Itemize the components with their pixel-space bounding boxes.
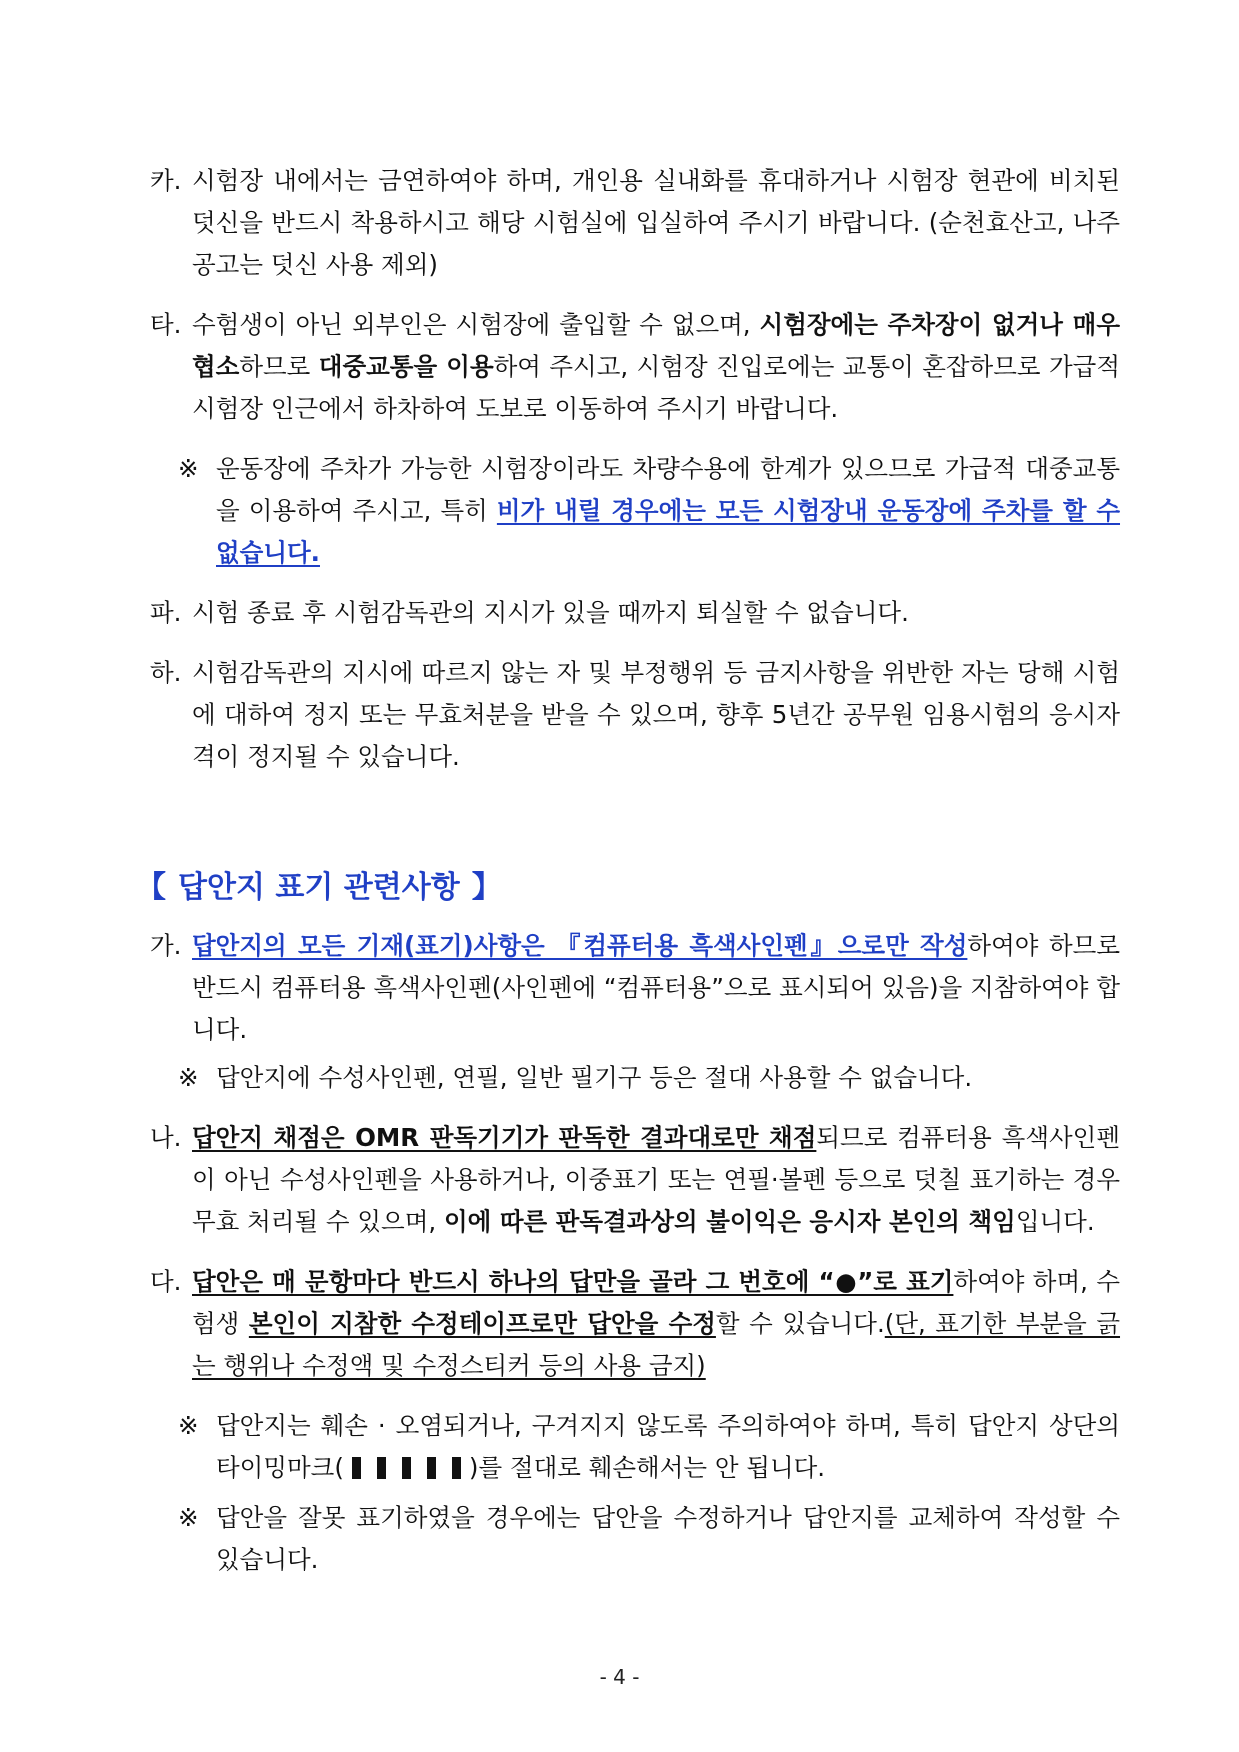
note-marker: ※ — [178, 1063, 199, 1092]
timing-mark-icon — [452, 1457, 461, 1479]
heading-title: 답안지 표기 관련사항 — [178, 870, 460, 905]
rule-text — [192, 925, 1120, 1051]
timing-mark-icon — [427, 1457, 436, 1479]
text-run: 하므로 — [239, 352, 319, 381]
marker: 나. — [150, 1123, 182, 1152]
underline-run: 답안은 매 문항마다 반드시 하나의 답만을 골라 그 번호에 “●”로 표기 — [192, 1267, 954, 1296]
page-number: - 4 - — [599, 1665, 640, 1689]
text-run: 할 수 있습니다. — [715, 1309, 885, 1338]
underline-run: 답안지 채점은 OMR 판독기기가 판독한 결과대로만 채점 — [192, 1123, 817, 1152]
marker: 하. — [150, 658, 182, 687]
timing-mark-icons — [344, 1453, 469, 1482]
rule-da — [150, 1261, 1120, 1387]
section-heading — [130, 862, 508, 906]
note-correction — [178, 1497, 1120, 1581]
note-text — [216, 1405, 1120, 1489]
timing-mark-icon — [402, 1457, 411, 1479]
highlight-run: 비가 내릴 경우에는 모든 시험장내 운동장에 주차를 할 수 없습니다. — [216, 496, 1121, 567]
rule-ga — [150, 925, 1120, 1051]
bold-run: 대중교통을 이용 — [318, 352, 494, 381]
rule-text — [192, 304, 1120, 430]
text-run: 입니다. — [1015, 1207, 1095, 1236]
rule-ka — [150, 160, 1120, 286]
text-run: 수험생이 아닌 외부인은 시험장에 출입할 수 없으며, — [192, 310, 760, 339]
text-run: 되므로 컴퓨터용 흑색사인펜이 아닌 수성사인펜을 사용하거나, 이중표기 또는 연필·볼펜 등으로 덧칠 표기하는 경우 무효 처리될 수 있으며, — [192, 1123, 1120, 1236]
bold-run: 시험장에는 주차장이 없거나 매우 협소 — [192, 310, 1120, 381]
note-marker: ※ — [178, 1411, 199, 1440]
marker: 가. — [150, 931, 182, 960]
rule-na — [150, 1117, 1120, 1243]
bracket-open: 【 — [136, 870, 166, 905]
rule-ta — [150, 304, 1120, 430]
note-text — [216, 448, 1120, 574]
underline-run: (단, 표기한 부분을 긁는 행위나 수정액 및 수정스티커 등의 사용 금지) — [192, 1309, 1121, 1380]
marker: 파. — [150, 598, 182, 627]
note-marker: ※ — [178, 1503, 199, 1532]
marker: 카. — [150, 166, 182, 195]
note-pens — [178, 1057, 1120, 1099]
text-run: 답안지는 훼손 · 오염되거나, 구겨지지 않도록 주의하여야 하며, 특히 답안지 상단의 타이밍마크( — [216, 1411, 1120, 1482]
note-text: 답안을 잘못 표기하였을 경우에는 답안을 수정하거나 답안지를 교체하여 작성할 수 있습니다. — [216, 1503, 1120, 1574]
rule-text: 시험감독관의 지시에 따르지 않는 자 및 부정행위 등 금지사항을 위반한 자는 당해 시험에 대하여 정지 또는 무효처분을 받을 수 있으며, 향후 5년간 공무원 임용시험의 응시자격이 정지될 수 있습니다. — [192, 658, 1120, 771]
text-run: 하여야 하며, 수험생 — [192, 1267, 1120, 1338]
highlight-run: 답안지의 모든 기재(표기)사항은 『컴퓨터용 흑색사인펜』으로만 작성 — [192, 931, 968, 960]
note-parking — [178, 448, 1120, 574]
marker: 다. — [150, 1267, 182, 1296]
underline-run: 본인이 지참한 수정테이프로만 답안을 수정 — [248, 1309, 716, 1338]
timing-mark-icon — [352, 1457, 361, 1479]
note-marker: ※ — [178, 454, 199, 483]
rule-text: 시험장 내에서는 금연하여야 하며, 개인용 실내화를 휴대하거나 시험장 현관에 비치된 덧신을 반드시 착용하시고 해당 시험실에 입실하여 주시기 바랍니다. (순천효산고, 나주공고는 덧신 사용 제외) — [192, 166, 1120, 279]
text-run: 하여 주시고, 시험장 진입로에는 교통이 혼잡하므로 가급적 시험장 인근에서 하차하여 도보로 이동하여 주시기 바랍니다. — [192, 352, 1120, 423]
note-damage — [178, 1405, 1120, 1489]
rule-text — [192, 1117, 1120, 1243]
bold-run: 이에 따른 판독결과상의 불이익은 응시자 본인의 책임 — [443, 1207, 1016, 1236]
text-run: )를 절대로 훼손해서는 안 됩니다. — [468, 1453, 826, 1482]
rule-text — [192, 1261, 1120, 1387]
marker: 타. — [150, 310, 182, 339]
timing-mark-icon — [377, 1457, 386, 1479]
exam-rules-section — [150, 160, 1120, 796]
text-run: 하여야 하므로 반드시 컴퓨터용 흑색사인펜(사인펜에 “컴퓨터용”으로 표시되어 있음)을 지참하여야 합니다. — [192, 931, 1120, 1044]
rule-text: 시험 종료 후 시험감독관의 지시가 있을 때까지 퇴실할 수 없습니다. — [192, 598, 909, 627]
note-text: 답안지에 수성사인펜, 연필, 일반 필기구 등은 절대 사용할 수 없습니다. — [216, 1063, 973, 1092]
rule-pa — [150, 592, 1120, 634]
answer-sheet-section — [150, 925, 1120, 1599]
text-run: 운동장에 주차가 가능한 시험장이라도 차량수용에 한계가 있으므로 가급적 대중교통을 이용하여 주시고, 특히 — [216, 454, 1120, 525]
bracket-close: 】 — [471, 870, 502, 905]
rule-ha — [150, 652, 1120, 778]
